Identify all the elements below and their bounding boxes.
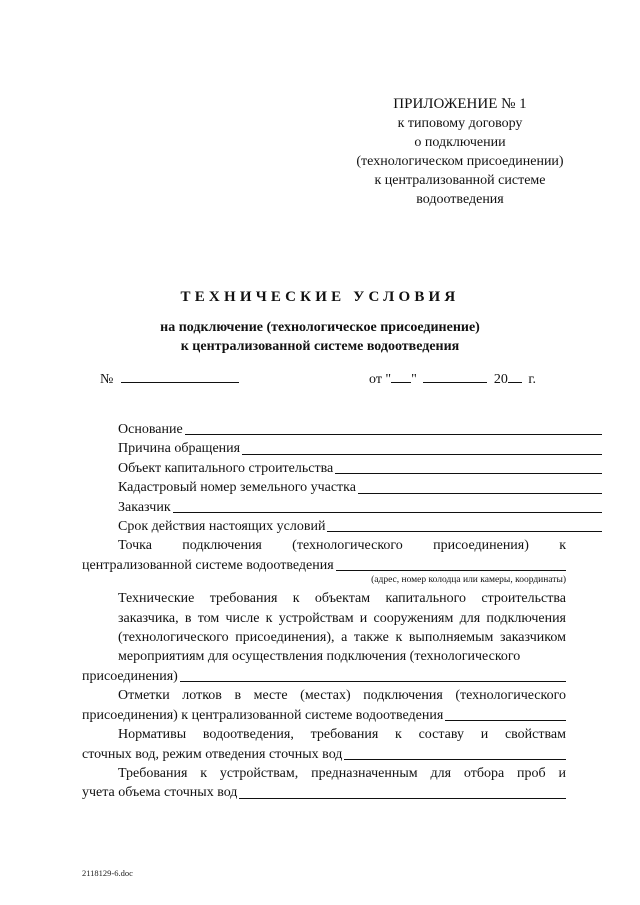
year-suffix: г. [528,372,537,387]
connection-point-blank[interactable] [336,569,566,571]
validity-blank[interactable] [327,530,602,532]
object-blank[interactable] [335,472,602,474]
connection-point-hint: (адрес, номер колодца или камеры, координаты) [371,575,566,586]
appendix-line: (технологическом присоединении) [356,154,564,169]
conditions-form [82,420,566,803]
number-label: № [100,372,114,387]
document-date-line [369,368,536,388]
tech-requirements-row [82,667,566,686]
tech-requirements-end: присоединения) [82,668,178,684]
norms-end: сточных вод, режим отведения сточных вод [82,746,343,762]
object-row [82,459,602,478]
connection-point-row [82,556,566,575]
object-label: Объект капитального строительства [118,460,334,476]
validity-row [82,517,602,536]
reason-blank[interactable] [242,453,602,455]
year-blank[interactable] [508,368,522,383]
appendix-line: о подключении [414,135,506,150]
date-from-label: от " [369,372,392,387]
customer-label: Заказчик [118,499,171,515]
cadastral-blank[interactable] [358,492,602,494]
sampling-end: учета объема сточных вод [82,785,238,801]
appendix-line: к типовому договору [397,116,523,131]
document-title: ТЕХНИЧЕСКИЕ УСЛОВИЯ [180,289,460,305]
sampling-line-1: Требования к устройствам, предназначенным для отбора проб и [118,765,566,781]
sampling-row [82,783,566,802]
appendix-title: ПРИЛОЖЕНИЕ № 1 [393,96,527,112]
appendix-line: водоотведения [416,192,504,207]
norms-row [82,745,566,764]
appendix-header [330,95,590,209]
number-blank[interactable] [121,368,239,383]
basis-blank[interactable] [185,433,602,435]
tray-marks-blank[interactable] [445,719,566,721]
month-blank[interactable] [423,368,487,383]
reason-label: Причина обращения [118,441,241,457]
quote-close: " [411,372,417,387]
customer-row [82,498,602,517]
appendix-line: к централизованной системе [374,173,546,188]
document-number-line [100,368,239,388]
cadastral-row [82,478,602,497]
tech-requirements-blank[interactable] [180,680,566,682]
day-blank[interactable] [391,368,411,383]
subtitle-line-2: к централизованной системе водоотведения [180,339,460,354]
basis-label: Основание [118,422,183,437]
norms-line-1: Нормативы водоотведения, требования к составу и свойствам [118,727,566,743]
basis-row [82,420,602,439]
year-prefix: 20 [493,372,508,387]
document-subtitle [0,318,640,356]
document-file-code: 2118129-6.doc [82,868,133,878]
reason-row [82,439,602,458]
tray-marks-line-1: Отметки лотков в месте (местах) подключения (технологического [118,688,566,704]
tech-requirements-text: Технические требования к объектам капитального строительства заказчика, в том числе к устройствам и сооружениям для подключения (технологического присоединения), а также к выполняемым заказчиком мероприятиям для осуществления подключения (технологического [118,591,566,665]
norms-blank[interactable] [344,758,566,760]
customer-blank[interactable] [173,511,602,513]
sampling-blank[interactable] [239,797,566,799]
connection-point-line-1: Точка подключения (технологического присоединения) к [118,538,566,554]
tray-marks-end: присоединения) к централизованной системе водоотведения [82,707,444,723]
tray-marks-row [82,706,566,725]
connection-point-label: централизованной системе водоотведения [82,557,334,573]
validity-label: Срок действия настоящих условий [118,519,326,535]
subtitle-line-1: на подключение (технологическое присоединение) [160,320,480,335]
cadastral-label: Кадастровый номер земельного участка [118,480,356,496]
